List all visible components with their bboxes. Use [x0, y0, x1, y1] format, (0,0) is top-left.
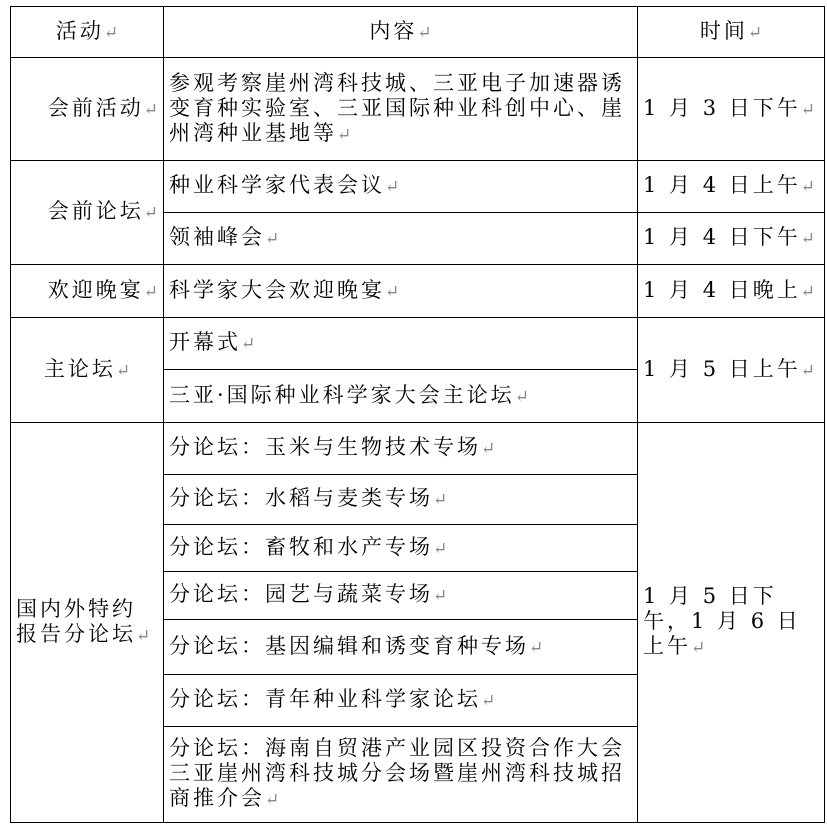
content-text: 分论坛：青年种业科学家论坛: [169, 687, 481, 711]
content-text: 三亚·国际种业科学家大会主论坛: [169, 382, 515, 407]
paragraph-mark-icon: ↵: [385, 177, 400, 197]
content-text: 科学家大会欢迎晚宴: [169, 277, 385, 302]
time-text: 1 月 4 日下午: [643, 225, 801, 249]
header-time: [638, 7, 825, 58]
table-row: [11, 58, 825, 161]
paragraph-mark-icon: ↵: [800, 229, 815, 249]
activity-label: 主论坛: [43, 356, 116, 381]
activity-label: 会前论坛: [47, 199, 144, 223]
table-row: [11, 318, 825, 370]
time-text: 1 月 5 日上午: [643, 356, 801, 381]
content-cell: [164, 620, 638, 675]
paragraph-mark-icon: ↵: [481, 691, 496, 711]
paragraph-mark-icon: ↵: [143, 203, 158, 223]
header-content: [164, 7, 638, 58]
header-content-label: 内容: [369, 18, 418, 43]
schedule-table: [10, 6, 825, 823]
content-text: 开幕式: [169, 330, 241, 354]
content-text: 分论坛：水稻与麦类专场: [169, 486, 433, 510]
content-text: 分论坛：玉米与生物技术专场: [169, 435, 481, 459]
activity-cell: [11, 265, 164, 318]
time-text: 1 月 4 日晚上: [643, 277, 801, 302]
content-cell: [164, 265, 638, 318]
paragraph-mark-icon: ↵: [433, 538, 448, 559]
paragraph-mark-icon: ↵: [747, 22, 763, 43]
paragraph-mark-icon: ↵: [800, 281, 815, 302]
activity-label: 会前活动: [47, 95, 144, 120]
time-cell: [638, 58, 825, 161]
paragraph-mark-icon: ↵: [265, 229, 280, 249]
paragraph-mark-icon: ↵: [417, 22, 432, 43]
header-activity: [11, 7, 164, 58]
paragraph-mark-icon: ↵: [265, 790, 280, 810]
activity-cell: [11, 423, 164, 823]
paragraph-mark-icon: ↵: [514, 386, 529, 407]
content-text: 分论坛：基因编辑和诱变育种专场: [169, 633, 529, 658]
table-row: [11, 265, 825, 318]
time-text: 1 月 4 日上午: [643, 173, 801, 197]
paragraph-mark-icon: ↵: [115, 360, 131, 381]
time-text: 1 月 5 日下午，1 月 6 日上午: [643, 584, 801, 658]
paragraph-mark-icon: ↵: [529, 637, 544, 658]
content-cell: [164, 58, 638, 161]
activity-label: 国内外特约报告分论坛: [16, 596, 136, 646]
paragraph-mark-icon: ↵: [800, 99, 815, 120]
content-text: 分论坛：畜牧和水产专场: [169, 534, 433, 559]
paragraph-mark-icon: ↵: [433, 490, 448, 510]
paragraph-mark-icon: ↵: [385, 281, 400, 302]
paragraph-mark-icon: ↵: [481, 439, 496, 459]
header-time-label: 时间: [699, 18, 748, 43]
content-cell: [164, 161, 638, 213]
paragraph-mark-icon: ↵: [800, 360, 815, 381]
paragraph-mark-icon: ↵: [241, 334, 256, 354]
time-cell: [638, 213, 825, 265]
paragraph-mark-icon: ↵: [136, 625, 151, 646]
content-cell: [164, 213, 638, 265]
table-row: [11, 161, 825, 213]
activity-cell: [11, 58, 164, 161]
content-cell: [164, 318, 638, 370]
content-cell: [164, 423, 638, 475]
header-activity-label: 活动: [55, 18, 104, 43]
paragraph-mark-icon: ↵: [337, 124, 352, 145]
paragraph-mark-icon: ↵: [433, 586, 448, 606]
content-cell: [164, 727, 638, 823]
header-row: [11, 7, 825, 58]
content-text: 种业科学家代表会议: [169, 173, 385, 197]
time-text: 1 月 3 日下午: [643, 95, 801, 120]
content-text: 领袖峰会: [169, 225, 265, 249]
content-cell: [164, 572, 638, 620]
content-text: 分论坛：园艺与蔬菜专场: [169, 582, 433, 606]
content-cell: [164, 370, 638, 423]
content-cell: [164, 475, 638, 525]
time-cell: [638, 265, 825, 318]
time-cell: [638, 318, 825, 423]
time-cell: [638, 423, 825, 823]
paragraph-mark-icon: ↵: [103, 22, 119, 43]
content-text: 参观考察崖州湾科技城、三亚电子加速器诱变育种实验室、三亚国际种业科创中心、崖州湾种业基地等: [169, 70, 625, 145]
paragraph-mark-icon: ↵: [691, 638, 706, 658]
content-cell: [164, 675, 638, 727]
paragraph-mark-icon: ↵: [143, 99, 158, 120]
paragraph-mark-icon: ↵: [143, 281, 158, 302]
table-row: [11, 423, 825, 475]
activity-cell: [11, 161, 164, 265]
content-cell: [164, 525, 638, 572]
activity-label: 欢迎晚宴: [47, 277, 144, 302]
paragraph-mark-icon: ↵: [800, 177, 815, 197]
content-text: 分论坛：海南自贸港产业园区投资合作大会三亚崖州湾科技城分会场暨崖州湾科技城招商推介会: [169, 736, 625, 810]
activity-cell: [11, 318, 164, 423]
time-cell: [638, 161, 825, 213]
